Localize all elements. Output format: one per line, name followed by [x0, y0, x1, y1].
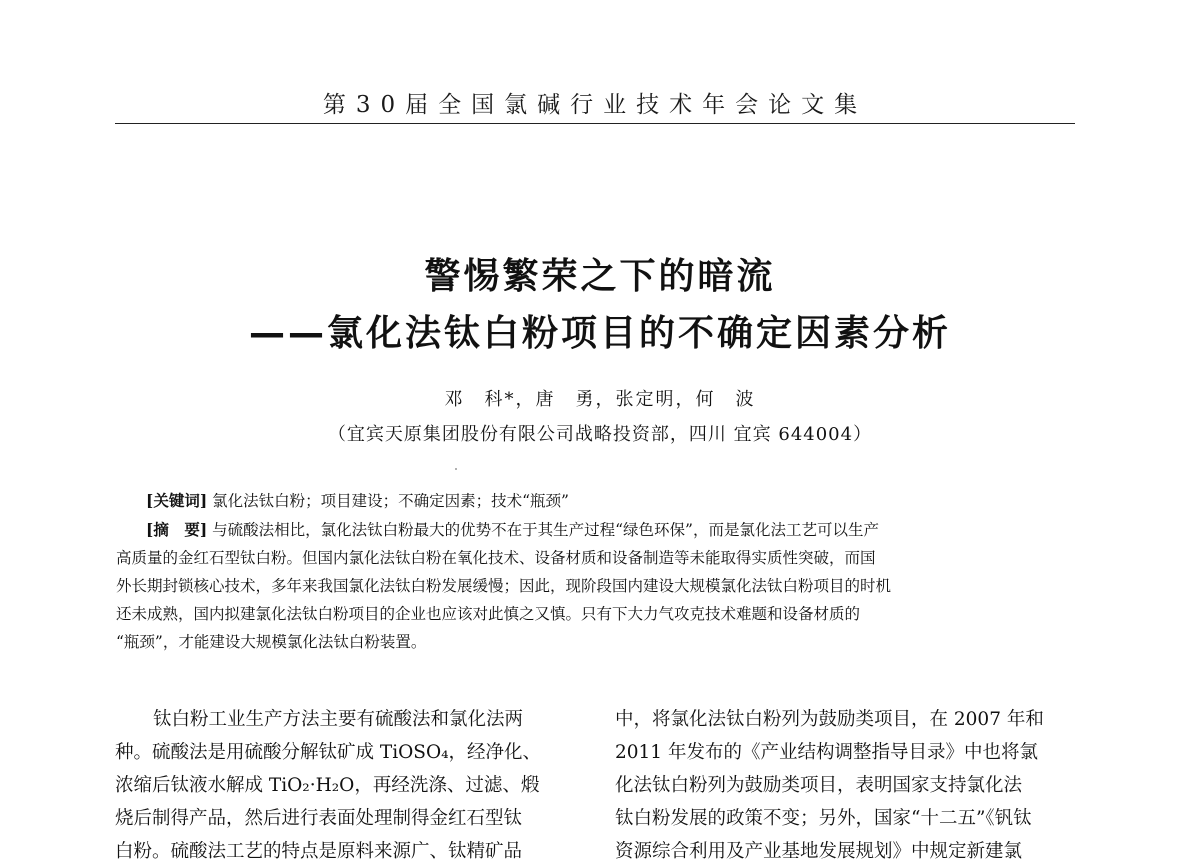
scan-speck: [455, 468, 457, 470]
body-line: 白粉。硫酸法工艺的特点是原料来源广、钛精矿品: [115, 841, 523, 862]
keywords: [146, 489, 569, 511]
abstract: [116, 516, 1036, 656]
abstract-line: 还未成熟，国内拟建氯化法钛白粉项目的企业也应该对此慎之又慎。只有下大力气攻克技术难题和设备材质的: [116, 605, 861, 623]
body-column-right: [615, 703, 1075, 868]
abstract-line: 外长期封锁核心技术，多年来我国氯化法钛白粉发展缓慢；因此，现阶段国内建设大规模氯化法钛白粉项目的时机: [116, 577, 892, 595]
abstract-line: “瓶颈”，才能建设大规模氯化法钛白粉装置。: [116, 633, 427, 651]
body-line: 钛白粉发展的政策不变；另外，国家“十二五”《钒钛: [615, 808, 1032, 829]
abstract-label: [摘 要]: [146, 520, 208, 539]
header-rule: [115, 123, 1075, 124]
body-column-left: [115, 703, 585, 868]
abstract-line: [116, 516, 1036, 544]
running-header: 第30届全国氯碱行业技术年会论文集: [322, 92, 868, 118]
paper-subtitle: ——氯化法钛白粉项目的不确定因素分析: [248, 313, 951, 354]
body-line: 资源综合利用及产业基地发展规划》中规定新建氯: [615, 841, 1023, 862]
body-line: 化法钛白粉列为鼓励类项目，表明国家支持氯化法: [615, 775, 1023, 796]
paper-title: 警惕繁荣之下的暗流: [424, 256, 776, 297]
body-line: 钛白粉工业生产方法主要有硫酸法和氯化法两: [153, 709, 524, 730]
abstract-line-text: 与硫酸法相比，氯化法钛白粉最大的优势不在于其生产过程“绿色环保”，而是氯化法工艺可以生产: [212, 521, 879, 539]
body-line: 烧后制得产品，然后进行表面处理制得金红石型钛: [115, 808, 523, 829]
body-line: 2011 年发布的《产业结构调整指导目录》中也将氯: [615, 742, 1038, 763]
body-line: 浓缩后钛液水解成 TiO₂·H₂O，再经洗涤、过滤、煅: [115, 775, 540, 796]
keywords-label: [关键词]: [146, 491, 208, 510]
body-line: 种。硫酸法是用硫酸分解钛矿成 TiOSO₄，经净化、: [115, 742, 542, 763]
keywords-text: 氯化法钛白粉；项目建设；不确定因素；技术“瓶颈”: [212, 492, 569, 510]
body-line: 中，将氯化法钛白粉列为鼓励类项目，在 2007 年和: [615, 709, 1044, 730]
abstract-line: 高质量的金红石型钛白粉。但国内氯化法钛白粉在氧化技术、设备材质和设备制造等未能取得实质性突破，而国: [116, 549, 876, 567]
author-list: 邓 科*，唐 勇，张定明，何 波: [444, 389, 756, 410]
author-affiliation: （宜宾天原集团股份有限公司战略投资部，四川 宜宾 644004）: [327, 424, 873, 445]
